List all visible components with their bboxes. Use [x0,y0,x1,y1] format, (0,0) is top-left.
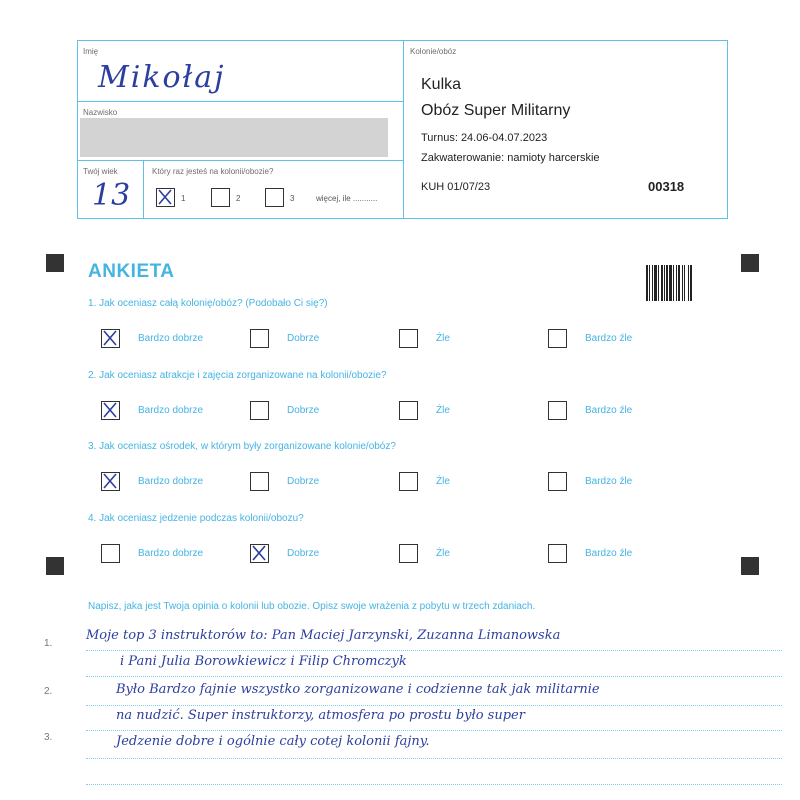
ktory-raz-more: więcej, ile ........... [316,194,378,203]
ktory-raz-checkbox-2[interactable] [211,188,230,207]
ktory-raz-checkbox-1[interactable] [156,188,175,207]
zakwaterowanie: Zakwaterowanie: namioty harcerskie [421,152,600,164]
question-3-option-1: Bardzo dobrze [138,476,204,487]
imie-label: Imię [83,47,99,56]
barcode-bar [684,265,685,301]
turnus: Turnus: 24.06-04.07.2023 [421,132,548,144]
question-3-text: 3. Jak oceniasz ośrodek, w którym były zorganizowane kolonie/obóz? [88,441,396,452]
question-1-text: 1. Jak oceniasz całą kolonię/obóz? (Podobało Ci się?) [88,298,328,309]
question-3-checkbox-2[interactable] [250,472,269,491]
ktory-raz-option-1: 1 [181,194,186,203]
question-3-option-3: Źle [436,476,450,487]
answer-line [86,676,782,677]
form-number: 00318 [648,179,685,194]
barcode-bar [652,265,653,301]
x-mark-icon [251,545,267,561]
question-4-checkbox-4[interactable] [548,544,567,563]
question-1-checkbox-1[interactable] [101,329,120,348]
line-number: 3. [44,732,53,743]
x-mark-icon [102,402,118,418]
question-2-checkbox-4[interactable] [548,401,567,420]
barcode-bar [646,265,648,301]
question-3-option-4: Bardzo źle [585,476,633,487]
answer-line [86,705,782,706]
wiek-label: Twój wiek [83,167,118,176]
camp-code: KUH 01/07/23 [421,181,491,193]
barcode-bar [666,265,668,301]
question-2-text: 2. Jak oceniasz atrakcje i zajęcia zorganizowane na kolonii/obozie? [88,370,387,381]
question-3-checkbox-4[interactable] [548,472,567,491]
question-3-option-2: Dobrze [287,476,320,487]
barcode-bar [673,265,674,301]
answer-text[interactable]: Było Bardzo fajnie wszystko zorganizowane i codzienne tak jak militarnie [116,682,600,697]
question-1-checkbox-3[interactable] [399,329,418,348]
header-divider [143,160,144,219]
question-4-option-4: Bardzo źle [585,548,633,559]
x-mark-icon [157,189,173,205]
wiek-value[interactable]: 13 [92,178,131,213]
answer-line [86,650,782,651]
answer-text[interactable]: na nudzić. Super instruktorzy, atmosfera po prostu było super [116,708,525,723]
question-1-option-1: Bardzo dobrze [138,333,204,344]
ktory-raz-checkbox-3[interactable] [265,188,284,207]
ktory-raz-option-2: 2 [236,194,241,203]
question-4-option-2: Dobrze [287,548,320,559]
barcode-bar [676,265,677,301]
question-2-checkbox-2[interactable] [250,401,269,420]
header-divider [77,160,403,161]
question-1-checkbox-4[interactable] [548,329,567,348]
question-4-checkbox-1[interactable] [101,544,120,563]
barcode-bar [661,265,663,301]
registration-mark [741,557,759,575]
line-number: 2. [44,686,53,697]
answer-text[interactable]: Moje top 3 instruktorów to: Pan Maciej Jarzynski, Zuzanna Limanowska [86,628,561,643]
imie-value[interactable]: Mikołaj [98,60,226,95]
barcode-bar [688,265,689,301]
header-divider [403,40,404,219]
answer-line [86,730,782,731]
question-4-option-3: Źle [436,548,450,559]
line-number: 1. [44,638,53,649]
camp-title: Obóz Super Militarny [421,102,571,119]
camp-name: Kulka [421,76,462,93]
answer-text[interactable]: Jedzenie dobre i ogólnie cały cotej kolonii fajny. [116,734,430,749]
question-4-option-1: Bardzo dobrze [138,548,204,559]
barcode-bar [649,265,650,301]
nazwisko-label: Nazwisko [83,108,118,117]
question-2-checkbox-3[interactable] [399,401,418,420]
barcode-bar [682,265,683,301]
kolonie-label: Kolonie/obóz [410,47,457,56]
registration-mark [741,254,759,272]
barcode-bar [678,265,680,301]
question-3-checkbox-3[interactable] [399,472,418,491]
barcode [646,265,702,301]
question-2-option-3: Źle [436,405,450,416]
barcode-bar [654,265,657,301]
ktory-raz-option-3: 3 [290,194,295,203]
ktory-raz-label: Który raz jesteś na kolonii/obozie? [152,167,274,176]
question-4-checkbox-2[interactable] [250,544,269,563]
answer-line [86,758,782,759]
x-mark-icon [102,473,118,489]
barcode-bar [690,265,692,301]
question-1-option-2: Dobrze [287,333,320,344]
answer-text[interactable]: i Pani Julia Borowkiewicz i Filip Chromczyk [120,654,407,669]
question-1-checkbox-2[interactable] [250,329,269,348]
opinion-instruction: Napisz, jaka jest Twoja opinia o kolonii lub obozie. Opisz swoje wrażenia z pobytu w trzech zdaniach. [88,601,536,612]
question-3-checkbox-1[interactable] [101,472,120,491]
question-1-option-4: Bardzo źle [585,333,633,344]
question-2-option-2: Dobrze [287,405,320,416]
question-4-text: 4. Jak oceniasz jedzenie podczas kolonii/obozu? [88,513,304,524]
question-1-option-3: Źle [436,333,450,344]
question-2-checkbox-1[interactable] [101,401,120,420]
barcode-bar [669,265,672,301]
header-divider [77,101,403,102]
nazwisko-redacted [80,118,388,157]
question-2-option-1: Bardzo dobrze [138,405,204,416]
x-mark-icon [102,330,118,346]
registration-mark [46,557,64,575]
barcode-bar [664,265,665,301]
question-2-option-4: Bardzo źle [585,405,633,416]
survey-title: ANKIETA [88,261,175,282]
barcode-bar [658,265,659,301]
registration-mark [46,254,64,272]
question-4-checkbox-3[interactable] [399,544,418,563]
answer-line [86,784,782,785]
